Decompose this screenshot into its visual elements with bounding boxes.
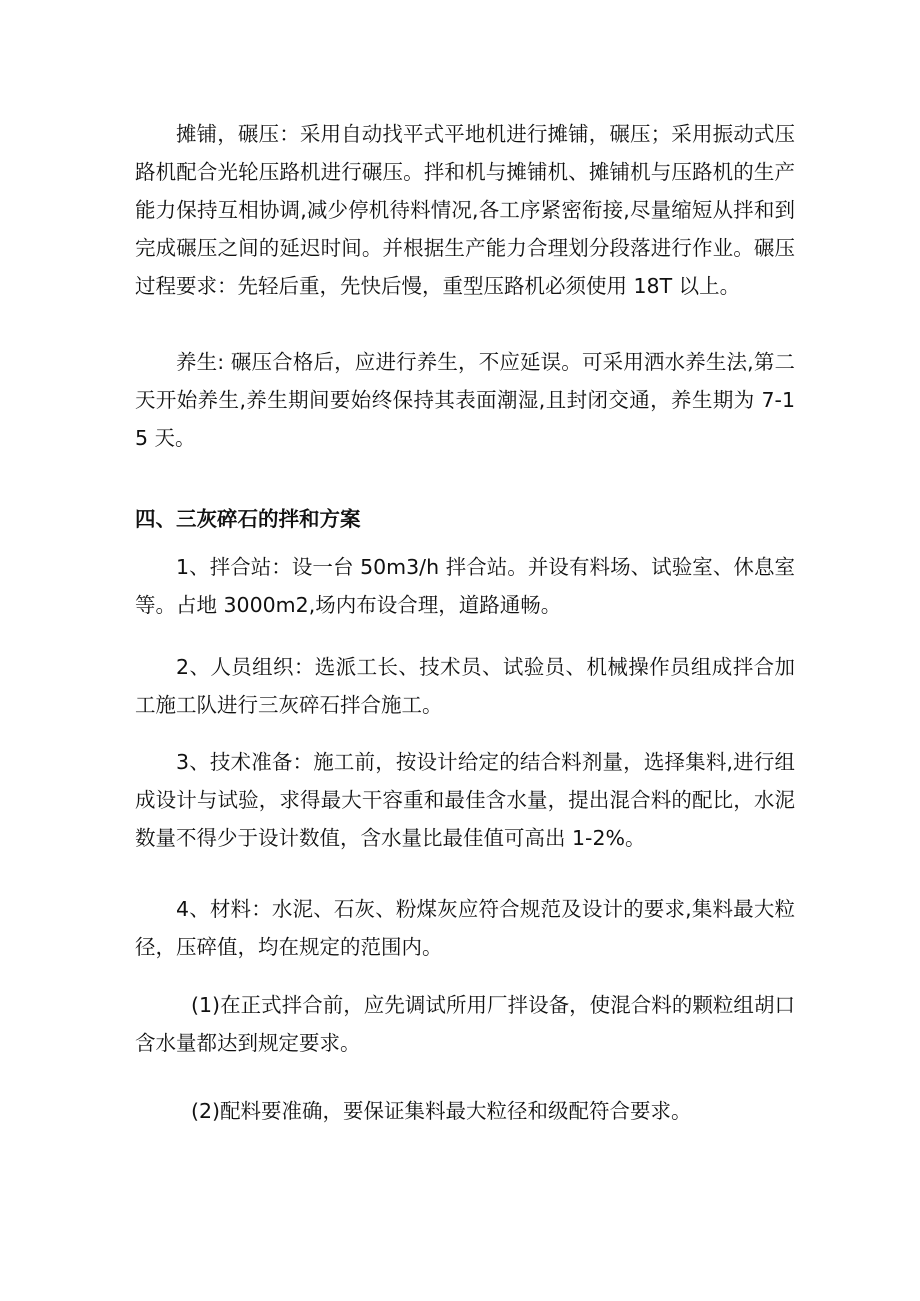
- paragraph-item-1: (1)在正式拌合前，应先调试所用厂拌设备，使混合料的颗粒组胡口含水量都达到规定要求。: [135, 993, 795, 1055]
- paragraph-technical-prep: 3、技术准备：施工前，按设计给定的结合料剂量，选择集料,进行组成设计与试验，求得最大干容重和最佳含水量，提出混合料的配比，水泥数量不得少于设计数值，含水量比最佳值可高出 1-2%。: [135, 750, 795, 850]
- section-heading: 四、三灰碎石的拌和方案: [135, 507, 361, 531]
- paragraph-paving-compaction: 摊铺，碾压：采用自动找平式平地机进行摊铺，碾压；采用振动式压路机配合光轮压路机进行碾压。拌和机与摊铺机、摊铺机与压路机的生产能力保持互相协调,减少停机待料情况,各工序紧密衔接,尽量缩短从拌和到完成碾压之间的延迟时间。并根据生产能力合理划分段落进行作业。碾压过程要求：先轻后重，先快后慢，重型压路机必须使用 18T 以上。: [135, 122, 795, 298]
- paragraph-curing: 养生: 碾压合格后，应进行养生，不应延误。可采用洒水养生法,第二天开始养生,养生期间要始终保持其表面潮湿,且封闭交通，养生期为 7-15 天。: [135, 350, 795, 450]
- paragraph-materials: 4、材料：水泥、石灰、粉煤灰应符合规范及设计的要求,集料最大粒径，压碎值，均在规定的范围内。: [135, 897, 795, 959]
- paragraph-mixing-station: 1、拌合站：设一台 50m3/h 拌合站。并设有料场、试验室、休息室等。占地 3000m2,场内布设合理，道路通畅。: [135, 555, 795, 617]
- paragraph-item-2: (2)配料要准确，要保证集料最大粒径和级配符合要求。: [191, 1099, 692, 1123]
- paragraph-personnel: 2、人员组织：选派工长、技术员、试验员、机械操作员组成拌合加工施工队进行三灰碎石拌合施工。: [135, 655, 795, 717]
